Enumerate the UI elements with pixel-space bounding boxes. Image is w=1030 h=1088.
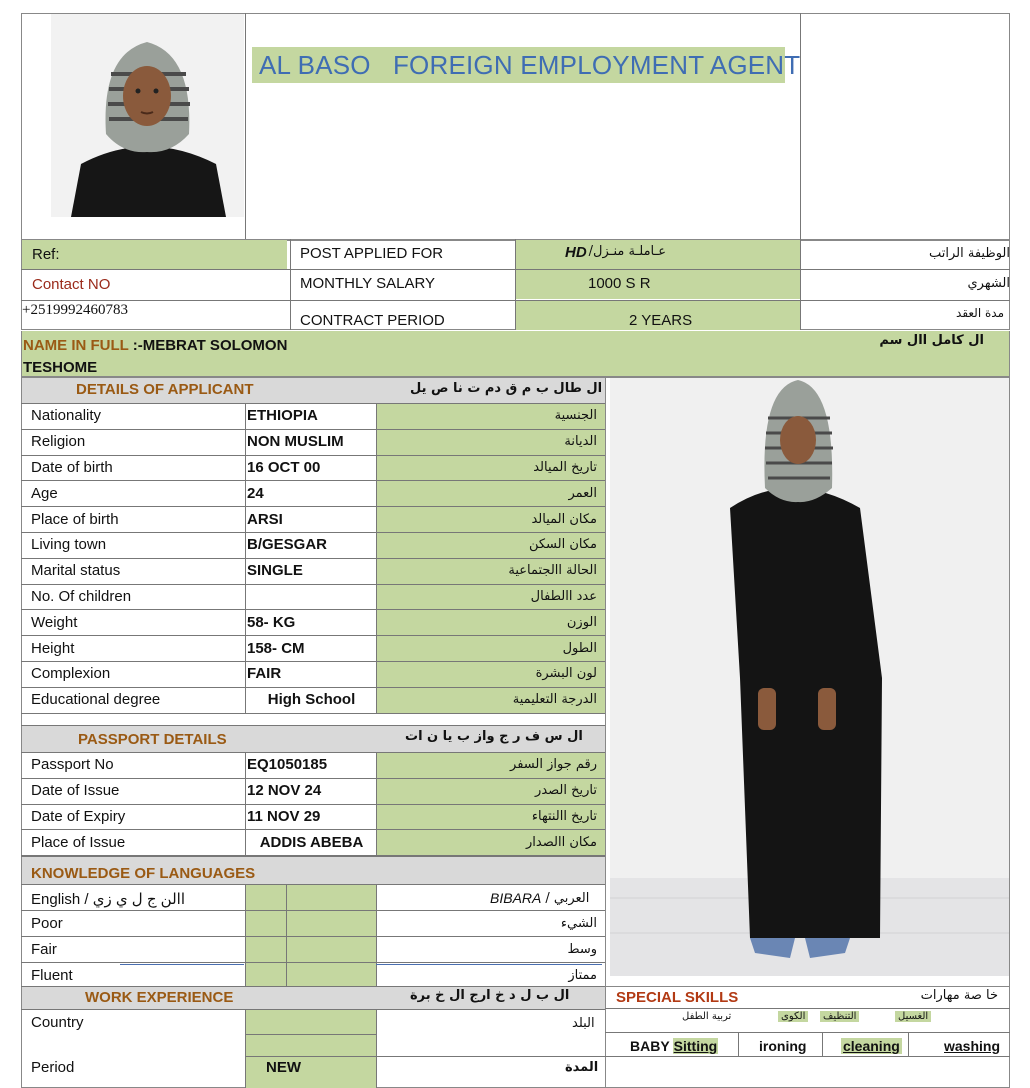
- applicant-field-label-arabic: لون البشرة: [535, 666, 597, 682]
- contract-value: 2 YEARS: [629, 312, 693, 329]
- passport-field-label-arabic: رقم جواز السفر: [510, 757, 597, 773]
- applicant-field-label-arabic: الدرجة التعليمية: [512, 692, 597, 708]
- post-value-arabic: عـاملـة منـزل/: [588, 244, 667, 259]
- passport-field-value: 12 NOV 24: [247, 782, 322, 800]
- language-level-label: Fair: [31, 940, 57, 958]
- language-level-label-arabic: وسط: [567, 941, 597, 957]
- applicant-field-value: FAIR: [247, 665, 282, 683]
- applicant-field-label-arabic: الوزن: [566, 614, 597, 630]
- salary-label-arabic: الشهري: [967, 276, 1010, 291]
- passport-field-label-arabic: مكان االصدار: [526, 834, 597, 850]
- agency-title: AL BASO FOREIGN EMPLOYMENT AGENT: [252, 47, 785, 83]
- skill-arabic-cleaning: التنظيف: [820, 1011, 859, 1022]
- skill-baby-label: BABY: [630, 1038, 670, 1054]
- period-label-arabic: المدة: [565, 1060, 599, 1075]
- applicant-full-body-photo: [610, 378, 1009, 976]
- contact-label: Contact NO: [32, 275, 111, 293]
- applicant-field-value: [245, 584, 376, 610]
- languages-heading: KNOWLEDGE OF LANGUAGES: [31, 865, 256, 882]
- skill-cleaning: cleaning: [843, 1038, 900, 1054]
- applicant-field-value: 24: [247, 484, 264, 502]
- post-label: POST APPLIED FOR: [300, 245, 444, 262]
- language-level-label: Fluent: [31, 966, 73, 984]
- skill-washing: washing: [944, 1038, 1001, 1054]
- applicant-field-value: 158- CM: [247, 639, 305, 657]
- passport-field-label: Date of Issue: [31, 782, 120, 800]
- applicant-field-label: Living town: [31, 536, 107, 554]
- applicant-field-label: Weight: [31, 613, 78, 631]
- skill-arabic-ironing: الكوى: [778, 1011, 808, 1022]
- passport-field-value: ADDIS ABEBA: [259, 833, 364, 851]
- full-name: [23, 335, 287, 379]
- country-label: Country: [31, 1014, 84, 1031]
- ref-label: Ref:: [32, 245, 60, 263]
- skill-arabic-childcare: تربية الطفل: [682, 1011, 732, 1022]
- applicant-field-label-arabic: تاريخ الميالد: [533, 459, 597, 475]
- applicant-field-label: Date of birth: [31, 458, 113, 476]
- post-value-code: HD: [565, 244, 587, 261]
- passport-field-value: 11 NOV 29: [247, 807, 321, 825]
- applicant-field-label-arabic: مكان السكن: [528, 537, 597, 553]
- applicant-field-label: Religion: [31, 433, 86, 451]
- applicant-field-label-arabic: عدد االطفال: [530, 588, 597, 604]
- contract-label: CONTRACT PERIOD: [300, 312, 445, 329]
- applicant-field-label: Age: [31, 484, 58, 502]
- applicant-field-label-arabic: العمر: [568, 485, 597, 501]
- passport-field-label-arabic: تاريخ الصدر: [535, 783, 597, 799]
- applicant-field-label: No. Of children: [31, 587, 132, 605]
- applicant-field-value: ARSI: [247, 510, 283, 528]
- name-label: NAME IN FULL: [23, 337, 129, 354]
- experience-heading: WORK EXPERIENCE: [85, 989, 234, 1006]
- period-label: Period: [31, 1059, 75, 1076]
- applicant-field-label-arabic: مكان الميالد: [531, 511, 597, 527]
- post-label-arabic: الوظيفة الراتب: [929, 246, 1010, 261]
- skill-baby-sitting: [630, 1038, 718, 1054]
- applicant-field-label: Nationality: [31, 407, 102, 425]
- post-value: [565, 244, 666, 261]
- passport-field-value: EQ1050185: [247, 756, 328, 774]
- name-label-arabic: ال كامل اال سم: [879, 333, 984, 348]
- passport-heading-arabic: ال س ف ر ج واز ب يا ن ات: [405, 729, 583, 744]
- skills-heading-arabic: خا صة مهارات: [920, 988, 998, 1003]
- applicant-field-label-arabic: الحالة االجتماعية: [508, 563, 597, 579]
- applicant-field-label: Marital status: [31, 562, 121, 580]
- passport-field-label-arabic: تاريخ االنتهاء: [531, 808, 597, 824]
- applicant-field-value: High School: [267, 691, 356, 709]
- applicant-field-label: Height: [31, 639, 75, 657]
- salary-value: 1000 S R: [588, 275, 651, 292]
- applicant-field-value: ETHIOPIA: [247, 407, 318, 425]
- applicant-portrait-photo: [51, 14, 244, 217]
- applicant-field-label: Educational degree: [31, 691, 161, 709]
- passport-field-label: Date of Expiry: [31, 807, 126, 825]
- arabic-language-level: BIBARA: [490, 890, 542, 906]
- applicant-heading-arabic: ال طال ب م ق دم ت نا ص يل: [410, 381, 603, 396]
- skill-ironing: ironing: [759, 1038, 807, 1054]
- english-label: English / االن ج ل ي زي: [31, 891, 186, 908]
- applicant-field-label: Place of birth: [31, 510, 119, 528]
- language-level-label-arabic: الشيء: [560, 915, 597, 931]
- name-value-line1: :-MEBRAT SOLOMON: [128, 337, 288, 354]
- applicant-field-label-arabic: الطول: [562, 640, 597, 656]
- applicant-field-value: NON MUSLIM: [247, 433, 344, 451]
- period-value: NEW: [266, 1059, 301, 1076]
- contact-value: +2519992460783: [22, 302, 128, 318]
- arabic-language: [490, 890, 589, 906]
- language-level-label-arabic: ممتاز: [568, 967, 597, 983]
- applicant-field-value: B/GESGAR: [247, 536, 328, 554]
- applicant-field-value: 16 OCT 00: [247, 458, 321, 476]
- passport-field-label: Passport No: [31, 756, 114, 774]
- applicant-heading: DETAILS OF APPLICANT: [76, 381, 254, 398]
- applicant-field-label: Complexion: [31, 665, 111, 683]
- country-label-arabic: البلد: [572, 1016, 595, 1031]
- passport-field-label: Place of Issue: [31, 833, 126, 851]
- name-value-line2: TESHOME: [23, 359, 98, 376]
- applicant-field-value: 58- KG: [247, 613, 296, 631]
- arabic-language-label: العربي /: [545, 890, 590, 906]
- applicant-field-label-arabic: الديانة: [564, 434, 597, 450]
- language-level-label: Poor: [31, 914, 63, 932]
- skills-heading: SPECIAL SKILLS: [616, 989, 739, 1006]
- skill-sitting-label: Sitting: [673, 1038, 718, 1054]
- contract-label-arabic: مدة العقد: [956, 306, 1004, 320]
- applicant-field-value: SINGLE: [247, 562, 303, 580]
- skill-arabic-washing: الغسيل: [895, 1011, 931, 1022]
- salary-label: MONTHLY SALARY: [300, 275, 436, 292]
- applicant-field-label-arabic: الجنسية: [554, 408, 597, 424]
- experience-heading-arabic: ال ب ل د خ ارج ال خ برة: [410, 988, 570, 1003]
- passport-heading: PASSPORT DETAILS: [78, 731, 227, 748]
